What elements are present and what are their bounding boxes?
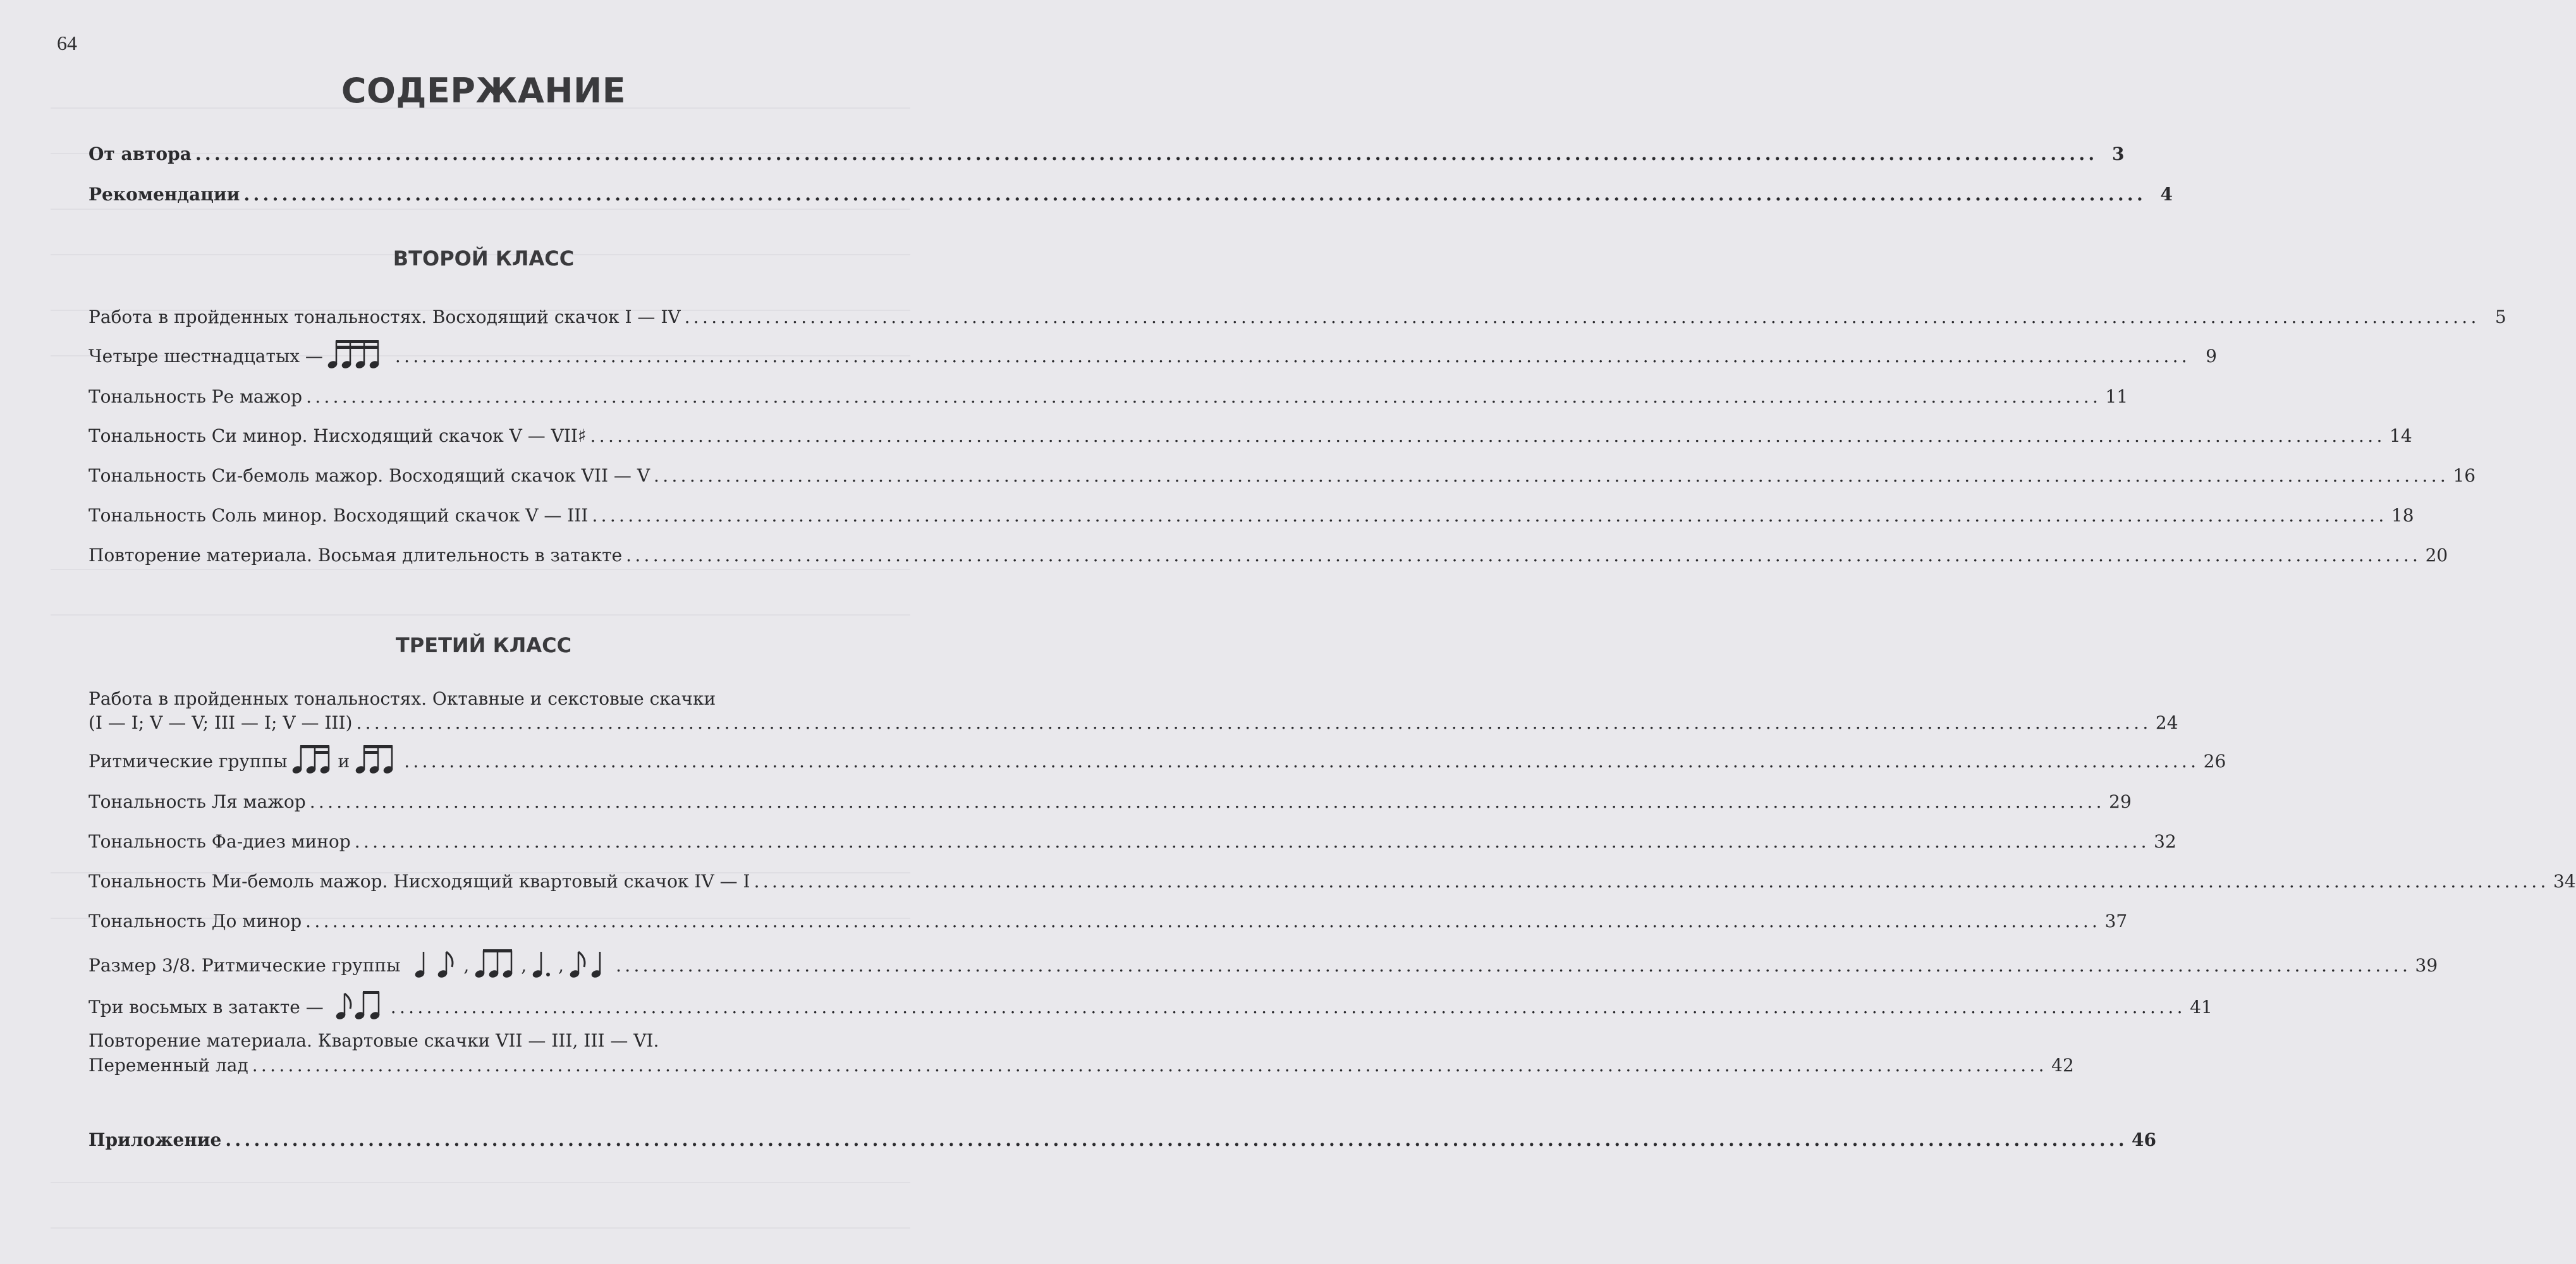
separator-comma: ,: [463, 955, 470, 976]
toc-entry-page: 39: [2415, 955, 2438, 976]
toc-entry-title: Четыре шестнадцатых —: [89, 346, 323, 367]
toc-entry-page: 4: [2160, 184, 2173, 205]
dot-leader: ........................................................................................................................................................................................................: [616, 955, 2412, 976]
toc-entry[interactable]: [89, 868, 2576, 896]
toc-entry-page: 41: [2190, 997, 2213, 1018]
toc-entry-page: 3: [2111, 143, 2125, 164]
separator-comma: ,: [521, 955, 527, 976]
toc-entry-page: 34: [2553, 871, 2576, 892]
dot-leader: ........................................................................................................................................................................................................: [309, 791, 2105, 812]
dot-leader: ........................................................................................................................................................................................................: [684, 307, 2480, 327]
toc-entry[interactable]: [89, 748, 2226, 775]
toc-entry-title-line2: Переменный лад: [89, 1055, 248, 1076]
toc-entry-title: От автора: [89, 143, 192, 164]
dot-leader: ........................................................................................................................................................................................................: [590, 425, 2386, 446]
four-sixteenths-notes-icon: [327, 337, 388, 370]
dot-leader: ........................................................................................................................................................................................................: [356, 712, 2152, 733]
toc-entry-title: Тональность Фа-диез минор: [89, 831, 351, 852]
page-number: 64: [57, 32, 77, 54]
connector-text: и: [338, 751, 350, 772]
dotted-quarter-icon: [532, 947, 553, 980]
toc-entry-title: Повторение материала. Восьмая длительность в затакте: [89, 545, 623, 566]
toc-entry[interactable]: [89, 343, 2217, 370]
dot-leader: ........................................................................................................................................................................................................: [754, 871, 2549, 892]
toc-entry[interactable]: [89, 383, 2128, 411]
dot-leader: ........................................................................................................................................................................................................: [225, 1129, 2128, 1150]
toc-entry-title-line2: (I — I; V — V; III — I; V — III): [89, 712, 353, 733]
page-title: СОДЕРЖАНИЕ: [341, 71, 626, 111]
toc-entry-page: 42: [2051, 1055, 2074, 1076]
toc-entry-page: 24: [2155, 712, 2178, 733]
dot-leader: ........................................................................................................................................................................................................: [394, 346, 2190, 367]
toc-entry-title: Приложение: [89, 1129, 222, 1150]
toc-entry-recommendations[interactable]: [89, 181, 2173, 209]
toc-entry-title-line1: Повторение материала. Квартовые скачки VII — III, III — VI.: [89, 1030, 659, 1051]
toc-entry[interactable]: [89, 303, 2506, 331]
toc-entry-title: Тональность До минор: [89, 911, 302, 932]
toc-entry-title: Рекомендации: [89, 184, 240, 205]
toc-entry-title: Размер 3/8. Ритмические группы: [89, 955, 401, 976]
toc-entry-page: 46: [2131, 1129, 2156, 1150]
toc-entry[interactable]: [89, 994, 2213, 1021]
toc-entry[interactable]: [89, 709, 2178, 737]
section-heading-third-class: ТРЕТИЙ КЛАСС: [395, 633, 572, 657]
toc-entry-page: 29: [2109, 791, 2132, 812]
toc-entry[interactable]: [89, 422, 2412, 450]
toc-entry-title: Тональность Си минор. Нисходящий скачок V — VII♯: [89, 425, 587, 446]
toc-entry-page: 14: [2390, 425, 2412, 446]
toc-entry-page: 20: [2425, 545, 2448, 566]
toc-entry[interactable]: [89, 908, 2128, 935]
separator-comma: ,: [558, 955, 565, 976]
dot-leader: ........................................................................................................................................................................................................: [654, 465, 2450, 486]
toc-entry[interactable]: [89, 1052, 2074, 1079]
toc-entry-title: Тональность Ля мажор: [89, 791, 306, 812]
dot-leader: ........................................................................................................................................................................................................: [306, 386, 2102, 407]
eighth-quarter-icon: [569, 947, 608, 980]
toc-entry-title: Тональность Си-бемоль мажор. Восходящий скачок VII — V: [89, 465, 650, 486]
dot-leader: ........................................................................................................................................................................................................: [354, 831, 2150, 852]
two-sixteenths-eighth-icon: [355, 743, 396, 775]
toc-entry-appendix[interactable]: [89, 1126, 2156, 1154]
dot-leader: ........................................................................................................................................................................................................: [243, 184, 2147, 205]
toc-entry[interactable]: [89, 788, 2132, 816]
background-staff: [51, 569, 910, 616]
toc-entry-title-line1: Работа в пройденных тональностях. Октавные и секстовые скачки: [89, 688, 716, 709]
toc-entry-title: Ритмические группы: [89, 751, 288, 772]
toc-entry[interactable]: [89, 542, 2448, 569]
toc-entry-page: 26: [2203, 751, 2226, 772]
dot-leader: ........................................................................................................................................................................................................: [195, 143, 2098, 164]
toc-entry[interactable]: [89, 502, 2414, 530]
toc-entry-title: Тональность Соль минор. Восходящий скачок V — III: [89, 505, 589, 526]
toc-entry-title: Тональность Ре мажор: [89, 386, 303, 407]
toc-entry-page: 9: [2206, 346, 2217, 367]
three-eighths-icon: [474, 947, 516, 980]
section-heading-second-class: ВТОРОЙ КЛАСС: [393, 246, 575, 270]
dot-leader: ........................................................................................................................................................................................................: [390, 997, 2186, 1018]
toc-entry-from-author[interactable]: [89, 140, 2125, 168]
dot-leader: ........................................................................................................................................................................................................: [305, 911, 2101, 932]
toc-entry-title: Три восьмых в затакте —: [89, 997, 324, 1018]
dot-leader: ........................................................................................................................................................................................................: [626, 545, 2422, 566]
toc-entry-page: 11: [2105, 386, 2128, 407]
dot-leader: ........................................................................................................................................................................................................: [252, 1055, 2048, 1076]
quarter-eighth-icon: [414, 947, 458, 980]
three-eighths-anacrusis-icon: [335, 988, 383, 1021]
toc-entry[interactable]: [89, 462, 2476, 490]
dot-leader: ........................................................................................................................................................................................................: [404, 751, 2200, 772]
toc-entry-page: 37: [2104, 911, 2128, 932]
eighth-two-sixteenths-icon: [291, 743, 333, 775]
background-staff: [51, 1182, 910, 1229]
toc-entry-page: 18: [2391, 505, 2414, 526]
toc-entry-title: Тональность Ми-бемоль мажор. Нисходящий квартовый скачок IV — I: [89, 871, 750, 892]
dot-leader: ........................................................................................................................................................................................................: [592, 505, 2388, 526]
toc-entry-page: 5: [2494, 307, 2506, 327]
toc-entry[interactable]: [89, 828, 2176, 856]
toc-entry-page: 16: [2453, 465, 2476, 486]
toc-entry-title: Работа в пройденных тональностях. Восходящий скачок I — IV: [89, 307, 681, 327]
toc-entry[interactable]: [89, 952, 2438, 980]
toc-entry-page: 32: [2154, 831, 2176, 852]
